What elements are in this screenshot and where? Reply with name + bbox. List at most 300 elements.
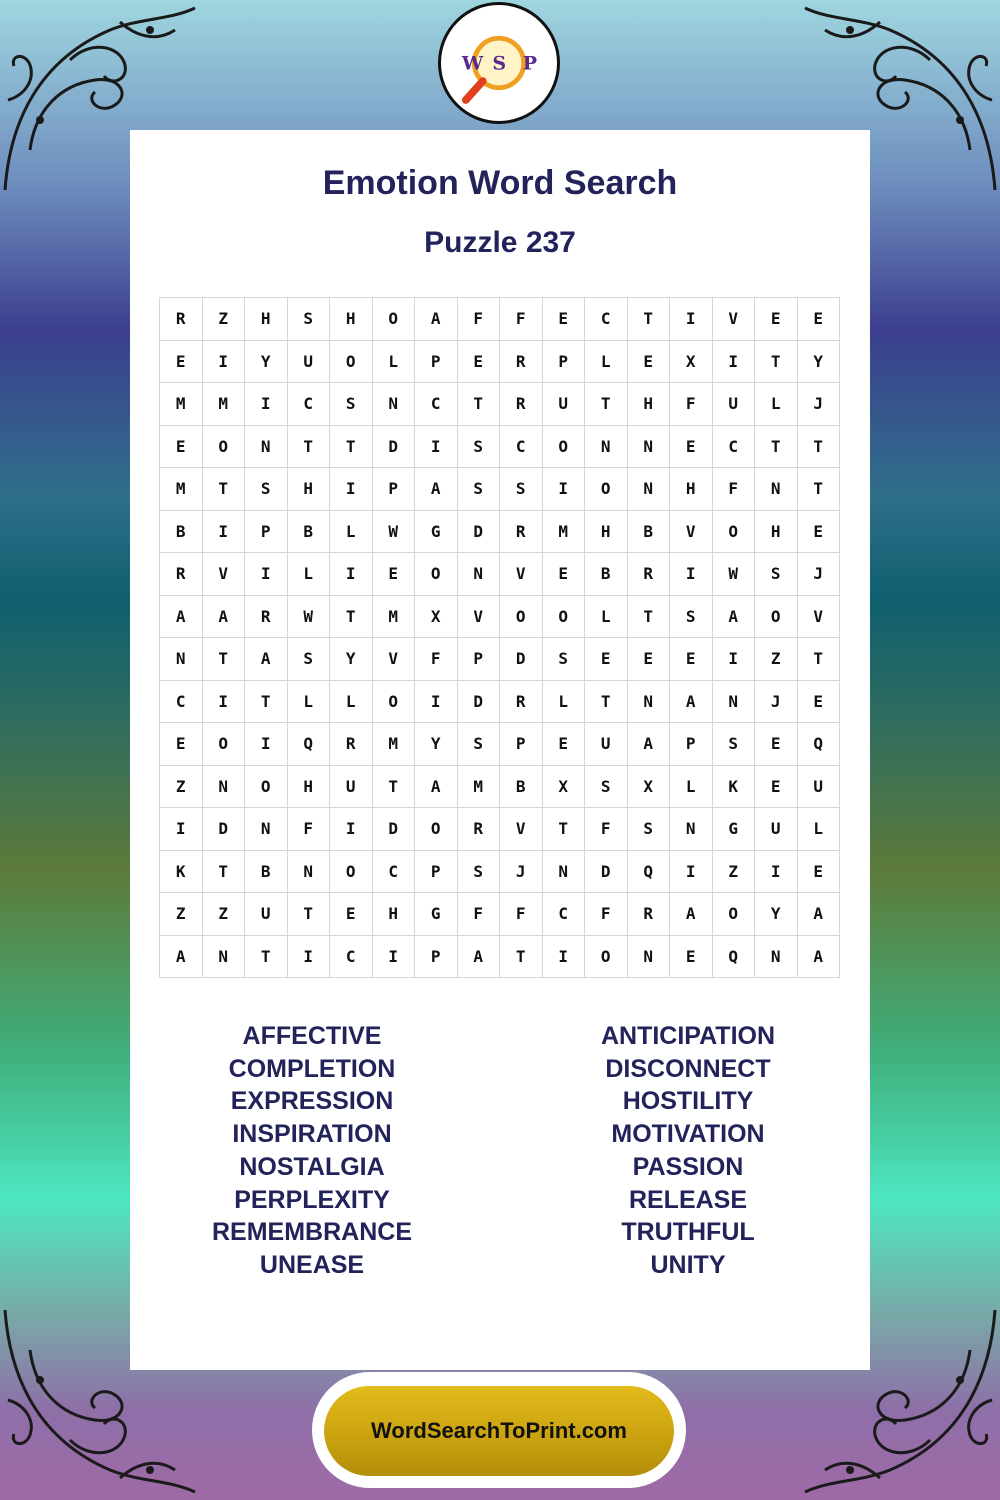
grid-cell[interactable]: P	[500, 723, 543, 766]
grid-cell[interactable]: D	[457, 680, 500, 723]
grid-cell[interactable]: T	[500, 935, 543, 978]
grid-cell[interactable]: N	[245, 808, 288, 851]
grid-row	[160, 723, 840, 766]
puzzle-sheet	[130, 130, 870, 1370]
grid-cell[interactable]: R	[500, 383, 543, 426]
grid-cell[interactable]: A	[797, 935, 840, 978]
grid-cell[interactable]: E	[670, 425, 713, 468]
grid-cell[interactable]: Y	[797, 340, 840, 383]
grid-row	[160, 425, 840, 468]
grid-cell[interactable]: U	[287, 340, 330, 383]
grid-cell[interactable]: R	[500, 510, 543, 553]
grid-cell[interactable]: O	[202, 723, 245, 766]
word-item: NOSTALGIA	[239, 1152, 385, 1181]
grid-row	[160, 468, 840, 511]
grid-cell[interactable]: C	[160, 680, 203, 723]
grid-cell[interactable]: N	[670, 808, 713, 851]
grid-cell[interactable]: Y	[330, 638, 373, 681]
grid-cell[interactable]: O	[712, 510, 755, 553]
grid-cell[interactable]: T	[202, 850, 245, 893]
logo-letter-w: W	[461, 52, 484, 75]
grid-cell[interactable]: Z	[755, 638, 798, 681]
grid-cell[interactable]: R	[457, 808, 500, 851]
grid-row	[160, 595, 840, 638]
grid-cell[interactable]: M	[372, 723, 415, 766]
grid-cell[interactable]: Y	[415, 723, 458, 766]
grid-cell[interactable]: K	[712, 765, 755, 808]
grid-cell[interactable]: S	[500, 468, 543, 511]
grid-cell[interactable]: S	[585, 765, 628, 808]
grid-cell[interactable]: F	[712, 468, 755, 511]
grid-cell[interactable]: U	[542, 383, 585, 426]
grid-cell[interactable]: T	[542, 808, 585, 851]
grid-cell[interactable]: N	[202, 935, 245, 978]
grid-cell[interactable]: K	[160, 850, 203, 893]
grid-cell[interactable]: I	[330, 808, 373, 851]
grid-cell[interactable]: A	[670, 680, 713, 723]
grid-cell[interactable]: T	[372, 765, 415, 808]
grid-cell[interactable]: O	[330, 340, 373, 383]
grid-cell[interactable]: L	[542, 680, 585, 723]
grid-cell[interactable]: L	[330, 510, 373, 553]
grid-cell[interactable]: N	[755, 935, 798, 978]
grid-cell[interactable]: Q	[712, 935, 755, 978]
grid-cell[interactable]: C	[372, 850, 415, 893]
grid-cell[interactable]: O	[330, 850, 373, 893]
grid-cell[interactable]: S	[670, 595, 713, 638]
grid-cell[interactable]: V	[670, 510, 713, 553]
grid-cell[interactable]: B	[585, 553, 628, 596]
grid-cell[interactable]: O	[415, 553, 458, 596]
grid-cell[interactable]: R	[627, 893, 670, 936]
grid-cell[interactable]: W	[372, 510, 415, 553]
word-item: MOTIVATION	[611, 1120, 765, 1149]
grid-cell[interactable]: D	[585, 850, 628, 893]
grid-cell[interactable]: P	[542, 340, 585, 383]
grid-cell[interactable]: A	[245, 638, 288, 681]
word-item: DISCONNECT	[605, 1054, 771, 1083]
grid-cell[interactable]: W	[712, 553, 755, 596]
grid-cell[interactable]: Z	[202, 298, 245, 341]
grid-cell[interactable]: A	[712, 595, 755, 638]
grid-cell[interactable]: M	[372, 595, 415, 638]
grid-cell[interactable]: S	[755, 553, 798, 596]
grid-cell[interactable]: V	[372, 638, 415, 681]
grid-cell[interactable]: F	[457, 893, 500, 936]
grid-cell[interactable]: N	[627, 935, 670, 978]
grid-cell[interactable]: F	[457, 298, 500, 341]
grid-cell[interactable]: F	[287, 808, 330, 851]
grid-cell[interactable]: X	[627, 765, 670, 808]
grid-cell[interactable]: E	[670, 638, 713, 681]
grid-cell[interactable]: N	[457, 553, 500, 596]
grid-cell[interactable]: P	[457, 638, 500, 681]
grid-row	[160, 298, 840, 341]
grid-cell[interactable]: O	[500, 595, 543, 638]
grid-cell[interactable]: S	[457, 850, 500, 893]
grid-cell[interactable]: T	[797, 468, 840, 511]
grid-cell[interactable]: S	[627, 808, 670, 851]
grid-cell[interactable]: A	[670, 893, 713, 936]
grid-cell[interactable]: B	[500, 765, 543, 808]
grid-cell[interactable]: W	[287, 595, 330, 638]
grid-cell[interactable]: O	[245, 765, 288, 808]
grid-cell[interactable]: E	[330, 893, 373, 936]
grid-cell[interactable]: N	[202, 765, 245, 808]
grid-cell[interactable]: E	[542, 723, 585, 766]
grid-cell[interactable]: O	[202, 425, 245, 468]
grid-cell[interactable]: T	[585, 680, 628, 723]
word-item: INSPIRATION	[232, 1120, 392, 1149]
footer-site-link[interactable]: WordSearchToPrint.com	[324, 1386, 674, 1476]
grid-cell[interactable]: E	[160, 425, 203, 468]
word-item: COMPLETION	[228, 1054, 396, 1083]
grid-cell[interactable]: G	[712, 808, 755, 851]
grid-cell[interactable]: N	[627, 468, 670, 511]
grid-row	[160, 383, 840, 426]
grid-cell[interactable]: I	[542, 935, 585, 978]
grid-cell[interactable]: A	[415, 468, 458, 511]
grid-cell[interactable]: C	[330, 935, 373, 978]
grid-cell[interactable]: I	[372, 935, 415, 978]
grid-cell[interactable]: O	[585, 935, 628, 978]
grid-cell[interactable]: D	[202, 808, 245, 851]
grid-cell[interactable]: C	[542, 893, 585, 936]
grid-cell[interactable]: A	[202, 595, 245, 638]
grid-cell[interactable]: Q	[627, 850, 670, 893]
grid-cell[interactable]: J	[797, 553, 840, 596]
grid-cell[interactable]: T	[627, 595, 670, 638]
grid-cell[interactable]: Z	[160, 893, 203, 936]
grid-cell[interactable]: I	[287, 935, 330, 978]
grid-cell[interactable]: E	[160, 723, 203, 766]
grid-cell[interactable]: T	[755, 340, 798, 383]
grid-cell[interactable]: R	[500, 680, 543, 723]
word-item: UNITY	[650, 1250, 726, 1279]
grid-cell[interactable]: E	[457, 340, 500, 383]
grid-cell[interactable]: S	[287, 638, 330, 681]
word-list-left	[147, 1020, 477, 1282]
grid-cell[interactable]: S	[542, 638, 585, 681]
grid-cell[interactable]: D	[500, 638, 543, 681]
grid-cell[interactable]: E	[797, 510, 840, 553]
grid-cell[interactable]: T	[585, 383, 628, 426]
word-item: RELEASE	[628, 1185, 748, 1214]
grid-cell[interactable]: T	[245, 680, 288, 723]
grid-cell[interactable]: H	[372, 893, 415, 936]
grid-cell[interactable]: H	[585, 510, 628, 553]
grid-cell[interactable]: I	[670, 298, 713, 341]
grid-cell[interactable]: C	[415, 383, 458, 426]
grid-cell[interactable]: I	[202, 340, 245, 383]
grid-cell[interactable]: O	[372, 680, 415, 723]
grid-cell[interactable]: Z	[160, 765, 203, 808]
grid-cell[interactable]: O	[372, 298, 415, 341]
grid-cell[interactable]: U	[245, 893, 288, 936]
grid-cell[interactable]: T	[330, 425, 373, 468]
grid-cell[interactable]: J	[500, 850, 543, 893]
word-list-right	[523, 1020, 853, 1282]
grid-cell[interactable]: A	[160, 935, 203, 978]
grid-cell[interactable]: S	[457, 468, 500, 511]
grid-cell[interactable]: D	[372, 425, 415, 468]
grid-cell[interactable]: D	[457, 510, 500, 553]
grid-cell[interactable]: I	[245, 553, 288, 596]
grid-cell[interactable]: R	[160, 553, 203, 596]
grid-cell[interactable]: G	[415, 893, 458, 936]
grid-cell[interactable]: N	[372, 383, 415, 426]
grid-cell[interactable]: P	[372, 468, 415, 511]
grid-cell[interactable]: Z	[712, 850, 755, 893]
grid-cell[interactable]: V	[797, 595, 840, 638]
grid-cell[interactable]: L	[287, 553, 330, 596]
grid-cell[interactable]: I	[202, 510, 245, 553]
grid-cell[interactable]: T	[797, 425, 840, 468]
word-item: PASSION	[632, 1152, 744, 1181]
grid-cell[interactable]: A	[415, 765, 458, 808]
grid-cell[interactable]: H	[670, 468, 713, 511]
grid-cell[interactable]: E	[542, 553, 585, 596]
grid-cell[interactable]: L	[585, 595, 628, 638]
grid-cell[interactable]: L	[670, 765, 713, 808]
grid-row	[160, 340, 840, 383]
word-item: ANTICIPATION	[600, 1022, 776, 1050]
word-item: REMEMBRANCE	[212, 1218, 412, 1247]
grid-cell[interactable]: C	[500, 425, 543, 468]
grid-cell[interactable]: F	[500, 298, 543, 341]
grid-cell[interactable]: L	[797, 808, 840, 851]
grid-cell[interactable]: S	[457, 425, 500, 468]
grid-cell[interactable]: A	[160, 595, 203, 638]
footer-badge[interactable]	[312, 1372, 686, 1488]
grid-cell[interactable]: J	[755, 680, 798, 723]
grid-cell[interactable]: I	[712, 638, 755, 681]
grid-cell[interactable]: M	[542, 510, 585, 553]
grid-cell[interactable]: N	[160, 638, 203, 681]
grid-cell[interactable]: R	[627, 553, 670, 596]
grid-cell[interactable]: I	[712, 340, 755, 383]
grid-cell[interactable]: P	[415, 850, 458, 893]
grid-cell[interactable]: O	[755, 595, 798, 638]
grid-cell[interactable]: N	[627, 680, 670, 723]
grid-cell[interactable]: I	[160, 808, 203, 851]
grid-row	[160, 935, 840, 978]
grid-cell[interactable]: B	[245, 850, 288, 893]
letter-grid	[159, 297, 840, 978]
word-item: HOSTILITY	[622, 1087, 754, 1116]
grid-cell[interactable]: P	[670, 723, 713, 766]
grid-cell[interactable]: C	[585, 298, 628, 341]
grid-cell[interactable]: L	[287, 680, 330, 723]
grid-cell[interactable]: E	[627, 340, 670, 383]
word-item: EXPRESSION	[230, 1087, 394, 1116]
grid-cell[interactable]: X	[670, 340, 713, 383]
grid-cell[interactable]: F	[670, 383, 713, 426]
word-item: PERPLEXITY	[234, 1185, 390, 1214]
grid-cell[interactable]: O	[542, 425, 585, 468]
grid-cell[interactable]: U	[585, 723, 628, 766]
grid-cell[interactable]: S	[287, 298, 330, 341]
grid-cell[interactable]: S	[330, 383, 373, 426]
grid-cell[interactable]: I	[670, 850, 713, 893]
grid-cell[interactable]: I	[670, 553, 713, 596]
grid-row	[160, 680, 840, 723]
grid-row	[160, 850, 840, 893]
grid-cell[interactable]: T	[457, 383, 500, 426]
grid-cell[interactable]: I	[415, 680, 458, 723]
grid-cell[interactable]: T	[330, 595, 373, 638]
grid-cell[interactable]: N	[755, 468, 798, 511]
grid-cell[interactable]: T	[287, 425, 330, 468]
grid-cell[interactable]: E	[585, 638, 628, 681]
grid-cell[interactable]: E	[627, 638, 670, 681]
logo-letter-p: P	[522, 52, 538, 75]
grid-cell[interactable]: E	[542, 298, 585, 341]
grid-cell[interactable]: H	[755, 510, 798, 553]
grid-cell[interactable]: P	[245, 510, 288, 553]
grid-cell[interactable]: S	[245, 468, 288, 511]
grid-cell[interactable]: N	[712, 680, 755, 723]
grid-cell[interactable]: C	[287, 383, 330, 426]
grid-cell[interactable]: A	[627, 723, 670, 766]
grid-row	[160, 510, 840, 553]
grid-cell[interactable]: U	[797, 765, 840, 808]
grid-cell[interactable]: H	[287, 765, 330, 808]
grid-cell[interactable]: I	[245, 383, 288, 426]
grid-cell[interactable]: F	[585, 893, 628, 936]
grid-cell[interactable]: D	[372, 808, 415, 851]
grid-cell[interactable]: M	[160, 468, 203, 511]
grid-cell[interactable]: L	[585, 340, 628, 383]
grid-cell[interactable]: H	[330, 298, 373, 341]
grid-row	[160, 765, 840, 808]
grid-cell[interactable]: N	[585, 425, 628, 468]
grid-cell[interactable]: G	[415, 510, 458, 553]
grid-cell[interactable]: E	[160, 340, 203, 383]
grid-row	[160, 553, 840, 596]
grid-cell[interactable]: B	[287, 510, 330, 553]
grid-cell[interactable]: P	[415, 340, 458, 383]
grid-cell[interactable]: N	[287, 850, 330, 893]
page-title: Emotion Word Search	[322, 164, 678, 202]
grid-cell[interactable]: B	[160, 510, 203, 553]
grid-cell[interactable]: T	[755, 425, 798, 468]
grid-cell[interactable]: R	[160, 298, 203, 341]
grid-cell[interactable]: T	[202, 468, 245, 511]
grid-cell[interactable]: O	[542, 595, 585, 638]
grid-cell[interactable]: I	[415, 425, 458, 468]
grid-cell[interactable]: E	[755, 723, 798, 766]
grid-cell[interactable]: H	[627, 383, 670, 426]
grid-cell[interactable]: U	[330, 765, 373, 808]
grid-cell[interactable]: U	[755, 808, 798, 851]
grid-cell[interactable]: T	[202, 638, 245, 681]
grid-cell[interactable]: C	[712, 425, 755, 468]
grid-row	[160, 638, 840, 681]
grid-cell[interactable]: X	[542, 765, 585, 808]
grid-cell[interactable]: I	[330, 468, 373, 511]
grid-cell[interactable]: L	[330, 680, 373, 723]
grid-cell[interactable]: U	[712, 383, 755, 426]
grid-cell[interactable]: F	[585, 808, 628, 851]
grid-cell[interactable]: H	[287, 468, 330, 511]
grid-cell[interactable]: V	[500, 553, 543, 596]
grid-cell[interactable]: Y	[245, 340, 288, 383]
grid-cell[interactable]: R	[245, 595, 288, 638]
grid-cell[interactable]: T	[245, 935, 288, 978]
grid-cell[interactable]: X	[415, 595, 458, 638]
grid-cell[interactable]: I	[755, 850, 798, 893]
grid-row	[160, 893, 840, 936]
grid-cell[interactable]: Y	[755, 893, 798, 936]
grid-cell[interactable]: A	[457, 935, 500, 978]
grid-cell[interactable]: I	[202, 680, 245, 723]
grid-cell[interactable]: O	[415, 808, 458, 851]
grid-cell[interactable]: I	[245, 723, 288, 766]
grid-cell[interactable]: Q	[287, 723, 330, 766]
grid-cell[interactable]: E	[797, 298, 840, 341]
grid-cell[interactable]: E	[755, 298, 798, 341]
grid-cell[interactable]: F	[500, 893, 543, 936]
grid-cell[interactable]: A	[415, 298, 458, 341]
grid-cell[interactable]: I	[542, 468, 585, 511]
grid-cell[interactable]: N	[245, 425, 288, 468]
word-item: UNEASE	[259, 1250, 365, 1279]
grid-cell[interactable]: L	[755, 383, 798, 426]
grid-cell[interactable]: P	[415, 935, 458, 978]
grid-cell[interactable]: V	[500, 808, 543, 851]
grid-cell[interactable]: J	[797, 383, 840, 426]
grid-cell[interactable]: T	[797, 638, 840, 681]
grid-cell[interactable]: R	[330, 723, 373, 766]
grid-cell[interactable]: F	[415, 638, 458, 681]
grid-cell[interactable]: R	[500, 340, 543, 383]
grid-cell[interactable]: T	[627, 298, 670, 341]
grid-cell[interactable]: E	[372, 553, 415, 596]
grid-cell[interactable]: O	[585, 468, 628, 511]
grid-cell[interactable]: N	[542, 850, 585, 893]
grid-cell[interactable]: M	[160, 383, 203, 426]
grid-cell[interactable]: E	[797, 680, 840, 723]
grid-cell[interactable]: A	[797, 893, 840, 936]
grid-cell[interactable]: E	[755, 765, 798, 808]
grid-cell[interactable]: H	[245, 298, 288, 341]
grid-cell[interactable]: E	[797, 850, 840, 893]
grid-cell[interactable]: Z	[202, 893, 245, 936]
puzzle-number: Puzzle 237	[424, 226, 576, 259]
word-item: TRUTHFUL	[621, 1218, 755, 1247]
grid-cell[interactable]: Q	[797, 723, 840, 766]
grid-row	[160, 808, 840, 851]
grid-cell[interactable]: V	[712, 298, 755, 341]
site-logo[interactable]	[438, 2, 560, 124]
grid-cell[interactable]: M	[202, 383, 245, 426]
grid-cell[interactable]: O	[712, 893, 755, 936]
grid-cell[interactable]: L	[372, 340, 415, 383]
grid-cell[interactable]: S	[712, 723, 755, 766]
logo-letter-s: S	[492, 52, 507, 75]
grid-cell[interactable]: S	[457, 723, 500, 766]
grid-cell[interactable]: T	[287, 893, 330, 936]
grid-cell[interactable]: B	[627, 510, 670, 553]
grid-cell[interactable]: E	[670, 935, 713, 978]
grid-cell[interactable]: N	[627, 425, 670, 468]
grid-cell[interactable]: M	[457, 765, 500, 808]
grid-cell[interactable]: V	[202, 553, 245, 596]
word-item: AFFECTIVE	[242, 1022, 382, 1050]
grid-cell[interactable]: V	[457, 595, 500, 638]
grid-cell[interactable]: I	[330, 553, 373, 596]
